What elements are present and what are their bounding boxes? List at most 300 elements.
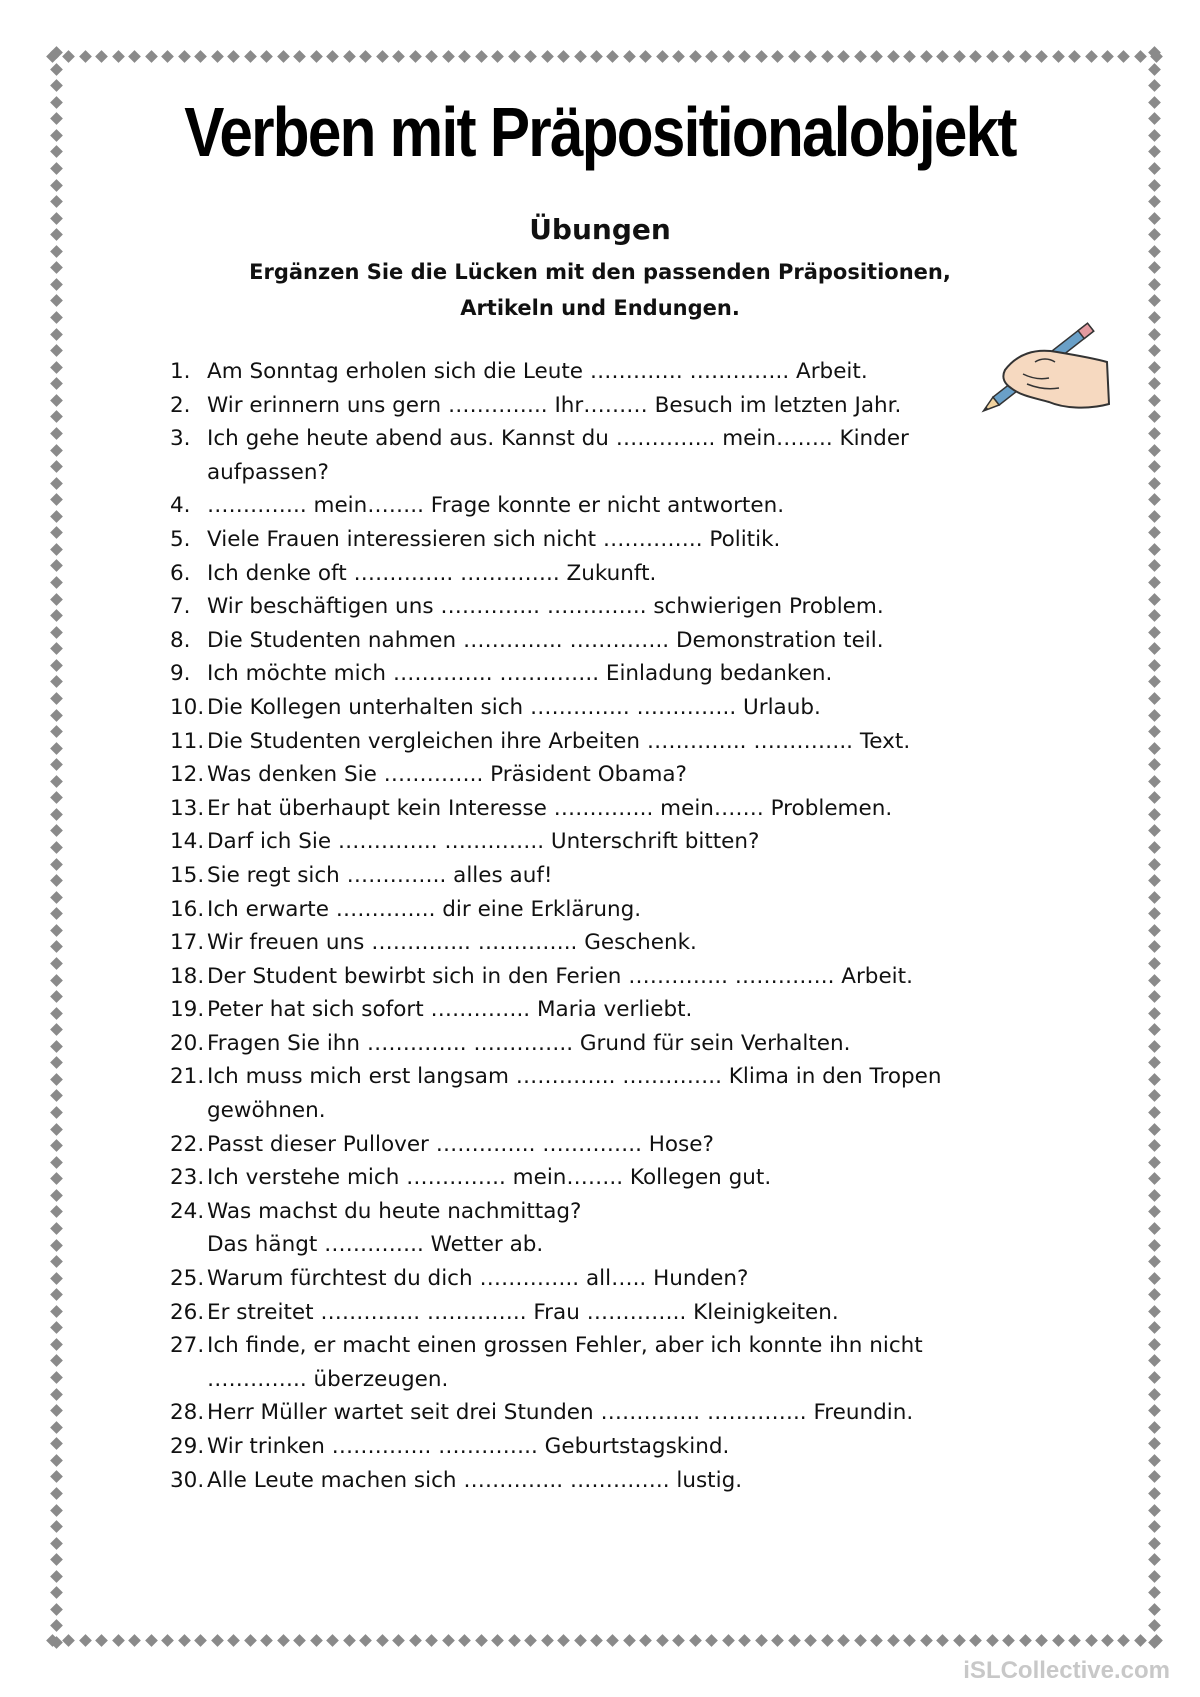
border-diamond: [557, 1634, 570, 1647]
exercise-text: Er hat überhaupt kein Interesse ………….. mein……. Problemen.: [207, 795, 893, 821]
exercise-item: [170, 893, 1030, 927]
exercise-item: [170, 1430, 1030, 1464]
border-diamond: [227, 1634, 240, 1647]
exercise-text: Ich muss mich erst langsam ………….. ………….. Klima in den Tropen: [207, 1064, 942, 1090]
border-diamond: [821, 1634, 834, 1647]
border-diamond: [50, 593, 63, 606]
exercise-number: 27.: [170, 1333, 205, 1359]
border-diamond: [1148, 808, 1161, 821]
border-diamond: [1148, 493, 1161, 506]
exercise-item: [170, 825, 1030, 859]
border-diamond: [277, 50, 290, 63]
exercise-number: 22.: [170, 1131, 205, 1157]
border-diamond: [277, 1634, 290, 1647]
exercise-item: [170, 1128, 1030, 1162]
border-diamond: [1148, 642, 1161, 655]
border-diamond: [755, 1634, 768, 1647]
border-diamond: [1148, 444, 1161, 457]
border-diamond: [574, 1634, 587, 1647]
border-diamond: [1148, 1603, 1161, 1616]
border-diamond: [1148, 1305, 1161, 1318]
exercise-text: Er streitet ………….. ………….. Frau ………….. Kleinigkeiten.: [207, 1299, 839, 1325]
border-diamond: [50, 543, 63, 556]
border-diamond: [50, 1172, 63, 1185]
border-diamond: [1148, 676, 1161, 689]
border-diamond: [1148, 1437, 1161, 1450]
border-diamond: [50, 924, 63, 937]
border-diamond: [1035, 50, 1048, 63]
border-diamond: [50, 1487, 63, 1500]
border-diamond: [837, 1634, 850, 1647]
section-subtitle: Übungen: [529, 213, 671, 246]
border-diamond: [50, 874, 63, 887]
border-diamond: [392, 1634, 405, 1647]
page-title: Verben mit Präpositionalobjekt: [184, 93, 1016, 171]
border-diamond: [623, 50, 636, 63]
border-diamond: [1148, 1255, 1161, 1268]
exercise-text: Der Student bewirbt sich in den Ferien ………….. ………….. Arbeit.: [207, 963, 913, 989]
border-diamond: [50, 1338, 63, 1351]
border-diamond: [50, 112, 63, 125]
instructions: [0, 254, 1200, 326]
border-diamond: [1148, 1321, 1161, 1334]
border-diamond: [1148, 692, 1161, 705]
border-diamond: [936, 50, 949, 63]
border-diamond: [1148, 1106, 1161, 1119]
exercise-text-continued: Das hängt ………….. Wetter ab.: [207, 1232, 544, 1258]
exercise-item: [170, 1329, 1030, 1396]
exercise-number: 18.: [170, 963, 205, 989]
border-diamond: [50, 808, 63, 821]
border-diamond: [112, 1634, 125, 1647]
border-diamond: [1148, 941, 1161, 954]
border-diamond: [1148, 825, 1161, 838]
instruction-line-2: Artikeln und Endungen.: [460, 296, 740, 320]
border-diamond: [771, 1634, 784, 1647]
border-diamond: [63, 50, 76, 63]
border-diamond: [1148, 1504, 1161, 1517]
border-diamond: [50, 1404, 63, 1417]
exercise-text-continued: aufpassen?: [207, 459, 329, 485]
border-diamond: [1148, 775, 1161, 788]
border-diamond: [1148, 1206, 1161, 1219]
border-diamond: [870, 50, 883, 63]
border-diamond: [50, 377, 63, 390]
border-diamond: [1148, 1007, 1161, 1020]
exercise-item: [170, 489, 1030, 523]
border-diamond: [50, 444, 63, 457]
border-diamond: [1148, 841, 1161, 854]
exercise-item: [170, 758, 1030, 792]
border-diamond: [1148, 1421, 1161, 1434]
border-diamond: [50, 1023, 63, 1036]
border-diamond: [50, 1603, 63, 1616]
border-diamond: [211, 1634, 224, 1647]
border-diamond: [1101, 1634, 1114, 1647]
border-diamond: [1148, 146, 1161, 159]
border-diamond: [145, 50, 158, 63]
exercise-text: Ich gehe heute abend aus. Kannst du ………….. mein…….. Kinder: [207, 426, 909, 452]
border-diamond: [936, 1634, 949, 1647]
border-diamond: [425, 1634, 438, 1647]
border-diamond: [50, 46, 63, 59]
border-diamond: [458, 1634, 471, 1647]
border-diamond: [1148, 1222, 1161, 1235]
border-diamond: [1148, 791, 1161, 804]
border-diamond: [50, 79, 63, 92]
border-diamond: [244, 50, 257, 63]
border-diamond: [50, 1255, 63, 1268]
border-diamond: [1118, 1634, 1131, 1647]
exercise-number: 24.: [170, 1198, 205, 1224]
border-diamond: [1148, 1620, 1161, 1633]
exercise-text: Wir erinnern uns gern ………….. Ihr……… Besuch im letzten Jahr.: [207, 392, 902, 418]
border-diamond: [1148, 626, 1161, 639]
border-diamond: [1148, 162, 1161, 175]
exercise-text: Die Kollegen unterhalten sich ………….. ………….. Urlaub.: [207, 694, 821, 720]
border-diamond: [1148, 112, 1161, 125]
border-diamond: [50, 1040, 63, 1053]
border-diamond: [50, 1520, 63, 1533]
border-diamond: [50, 1570, 63, 1583]
border-diamond: [343, 1634, 356, 1647]
border-diamond: [392, 50, 405, 63]
border-diamond: [1085, 1634, 1098, 1647]
border-diamond: [673, 1634, 686, 1647]
border-diamond: [1148, 1520, 1161, 1533]
border-diamond: [771, 50, 784, 63]
exercise-number: 8.: [170, 627, 191, 653]
border-diamond: [887, 1634, 900, 1647]
border-diamond: [442, 1634, 455, 1647]
border-diamond: [1148, 394, 1161, 407]
border-diamond: [178, 1634, 191, 1647]
border-diamond: [50, 1073, 63, 1086]
border-diamond: [50, 1206, 63, 1219]
border-diamond: [722, 1634, 735, 1647]
border-diamond: [359, 1634, 372, 1647]
border-diamond: [50, 1189, 63, 1202]
border-diamond: [1148, 361, 1161, 374]
border-diamond: [887, 50, 900, 63]
border-diamond: [590, 50, 603, 63]
border-diamond: [1148, 924, 1161, 937]
border-diamond: [50, 775, 63, 788]
border-diamond: [50, 1222, 63, 1235]
border-diamond: [1148, 1371, 1161, 1384]
border-diamond: [706, 1634, 719, 1647]
exercise-text: Ich denke oft ………….. ………….. Zukunft.: [207, 560, 657, 586]
border-diamond: [738, 50, 751, 63]
exercise-number: 20.: [170, 1030, 205, 1056]
exercise-number: 5.: [170, 526, 191, 552]
border-diamond: [1148, 1073, 1161, 1086]
border-diamond: [1134, 1634, 1147, 1647]
border-diamond: [50, 725, 63, 738]
border-diamond: [50, 411, 63, 424]
border-diamond: [1148, 377, 1161, 390]
border-diamond: [50, 758, 63, 771]
exercise-number: 9.: [170, 661, 191, 687]
border-diamond: [1148, 460, 1161, 473]
border-diamond: [1148, 1123, 1161, 1136]
border-diamond: [50, 1388, 63, 1401]
border-diamond: [50, 676, 63, 689]
border-diamond: [1148, 576, 1161, 589]
border-diamond: [50, 1106, 63, 1119]
exercise-item: [170, 657, 1030, 691]
border-diamond: [50, 1471, 63, 1484]
border-diamond: [50, 642, 63, 655]
exercise-number: 16.: [170, 896, 205, 922]
exercise-number: 1.: [170, 359, 191, 384]
border-diamond: [178, 50, 191, 63]
border-diamond: [788, 50, 801, 63]
border-bottom: [48, 1632, 1162, 1648]
exercise-number: 13.: [170, 795, 205, 821]
border-diamond: [1148, 427, 1161, 440]
border-diamond: [50, 1123, 63, 1136]
exercise-number: 17.: [170, 930, 205, 956]
border-diamond: [1148, 510, 1161, 523]
border-diamond: [656, 1634, 669, 1647]
border-diamond: [50, 96, 63, 109]
border-diamond: [50, 1090, 63, 1103]
border-diamond: [1148, 179, 1161, 192]
border-diamond: [1148, 560, 1161, 573]
border-diamond: [50, 560, 63, 573]
border-diamond: [524, 1634, 537, 1647]
border-diamond: [969, 50, 982, 63]
border-diamond: [491, 50, 504, 63]
border-diamond: [1068, 1634, 1081, 1647]
border-diamond: [1148, 526, 1161, 539]
exercise-item: [170, 926, 1030, 960]
exercise-number: 7.: [170, 594, 191, 620]
border-diamond: [689, 1634, 702, 1647]
border-diamond: [1052, 1634, 1065, 1647]
border-diamond: [211, 50, 224, 63]
border-diamond: [920, 1634, 933, 1647]
border-diamond: [1148, 1189, 1161, 1202]
border-diamond: [244, 1634, 257, 1647]
border-diamond: [1148, 907, 1161, 920]
border-diamond: [607, 1634, 620, 1647]
border-diamond: [409, 50, 422, 63]
border-diamond: [50, 195, 63, 208]
border-diamond: [50, 1504, 63, 1517]
exercise-number: 6.: [170, 560, 191, 586]
border-diamond: [1068, 50, 1081, 63]
border-diamond: [50, 941, 63, 954]
border-diamond: [194, 1634, 207, 1647]
instruction-line-1: Ergänzen Sie die Lücken mit den passenden Präpositionen,: [249, 260, 951, 284]
border-diamond: [50, 1537, 63, 1550]
exercise-text: Sie regt sich ………….. alles auf!: [207, 862, 553, 888]
border-diamond: [1148, 1553, 1161, 1566]
border-diamond: [541, 50, 554, 63]
border-diamond: [1148, 1636, 1161, 1649]
exercise-number: 12.: [170, 762, 205, 788]
exercise-text: Passt dieser Pullover ………….. ………….. Hose?: [207, 1131, 714, 1157]
exercise-item: [170, 960, 1030, 994]
border-diamond: [50, 1056, 63, 1069]
border-diamond: [903, 1634, 916, 1647]
border-diamond: [293, 1634, 306, 1647]
border-diamond: [50, 460, 63, 473]
border-diamond: [50, 692, 63, 705]
exercise-item: [170, 1262, 1030, 1296]
border-diamond: [953, 50, 966, 63]
border-diamond: [1148, 1338, 1161, 1351]
border-diamond: [837, 50, 850, 63]
border-diamond: [50, 709, 63, 722]
exercise-text: Ich verstehe mich ………….. mein…….. Kollegen gut.: [207, 1165, 772, 1191]
border-diamond: [1148, 1487, 1161, 1500]
exercise-item: [170, 523, 1030, 557]
border-diamond: [50, 361, 63, 374]
exercise-text: Warum fürchtest du dich ………….. all….. Hunden?: [207, 1266, 749, 1292]
watermark: iSLCollective.com: [963, 1657, 1170, 1684]
border-diamond: [50, 841, 63, 854]
exercise-text-continued: ………….. überzeugen.: [207, 1366, 449, 1392]
border-diamond: [359, 50, 372, 63]
border-diamond: [1148, 129, 1161, 142]
border-diamond: [1148, 195, 1161, 208]
border-diamond: [50, 477, 63, 490]
exercise-item: [170, 1396, 1030, 1430]
border-diamond: [1148, 477, 1161, 490]
border-diamond: [129, 50, 142, 63]
border-diamond: [50, 626, 63, 639]
border-diamond: [541, 1634, 554, 1647]
border-diamond: [1002, 1634, 1015, 1647]
border-diamond: [920, 50, 933, 63]
border-diamond: [145, 1634, 158, 1647]
border-diamond: [50, 1553, 63, 1566]
border-top: [48, 48, 1162, 64]
border-diamond: [458, 50, 471, 63]
border-diamond: [1019, 50, 1032, 63]
exercise-text: Darf ich Sie ………….. ………….. Unterschrift bitten?: [207, 829, 760, 855]
exercise-item: [170, 993, 1030, 1027]
border-diamond: [722, 50, 735, 63]
border-diamond: [1148, 1056, 1161, 1069]
exercise-text: Ich möchte mich ………….. ………….. Einladung bedanken.: [207, 661, 833, 687]
border-diamond: [1148, 858, 1161, 871]
border-diamond: [50, 1156, 63, 1169]
border-diamond: [1148, 1454, 1161, 1467]
exercise-item: [170, 1464, 1030, 1498]
border-diamond: [50, 344, 63, 357]
exercise-text-continued: gewöhnen.: [207, 1098, 326, 1124]
border-diamond: [804, 1634, 817, 1647]
border-diamond: [1148, 1404, 1161, 1417]
border-diamond: [706, 50, 719, 63]
border-diamond: [50, 129, 63, 142]
border-diamond: [1148, 1586, 1161, 1599]
border-diamond: [903, 50, 916, 63]
border-diamond: [623, 1634, 636, 1647]
border-diamond: [969, 1634, 982, 1647]
exercise-number: 2.: [170, 392, 191, 418]
border-diamond: [442, 50, 455, 63]
exercise-number: 30.: [170, 1467, 205, 1493]
border-diamond: [1148, 974, 1161, 987]
exercise-text: Was denken Sie ………….. Präsident Obama?: [207, 762, 687, 788]
exercise-text: Wir trinken ………….. ………….. Geburtstagskind.: [207, 1434, 730, 1459]
border-diamond: [1148, 957, 1161, 970]
border-diamond: [1118, 50, 1131, 63]
border-diamond: [50, 526, 63, 539]
border-diamond: [50, 328, 63, 341]
border-diamond: [1148, 1023, 1161, 1036]
exercise-item: [170, 1195, 1030, 1262]
exercise-number: 19.: [170, 997, 205, 1023]
border-diamond: [50, 576, 63, 589]
border-diamond: [50, 1371, 63, 1384]
border-diamond: [50, 791, 63, 804]
border-diamond: [1148, 1139, 1161, 1152]
border-diamond: [1052, 50, 1065, 63]
border-diamond: [50, 609, 63, 622]
border-diamond: [656, 50, 669, 63]
exercise-item: [170, 590, 1030, 624]
border-diamond: [1148, 659, 1161, 672]
border-diamond: [310, 50, 323, 63]
border-diamond: [1148, 1239, 1161, 1252]
border-diamond: [821, 50, 834, 63]
border-diamond: [1035, 1634, 1048, 1647]
exercise-number: 4.: [170, 493, 191, 519]
exercise-text: Peter hat sich sofort ………….. Maria verliebt.: [207, 997, 693, 1023]
border-diamond: [260, 50, 273, 63]
exercise-text: Die Studenten nahmen ………….. ………….. Demonstration teil.: [207, 627, 884, 653]
exercise-text: Fragen Sie ihn ………….. ………….. Grund für sein Verhalten.: [207, 1030, 851, 1056]
exercise-number: 28.: [170, 1400, 205, 1426]
exercise-number: 23.: [170, 1165, 205, 1191]
border-diamond: [590, 1634, 603, 1647]
border-diamond: [1148, 874, 1161, 887]
border-diamond: [50, 891, 63, 904]
border-diamond: [1148, 1040, 1161, 1053]
border-diamond: [50, 1139, 63, 1152]
border-diamond: [788, 1634, 801, 1647]
border-diamond: [50, 742, 63, 755]
border-diamond: [1148, 709, 1161, 722]
border-diamond: [1148, 46, 1161, 59]
border-diamond: [804, 50, 817, 63]
border-diamond: [50, 1321, 63, 1334]
border-diamond: [986, 1634, 999, 1647]
border-diamond: [50, 162, 63, 175]
border-diamond: [1148, 758, 1161, 771]
exercise-text: Was machst du heute nachmittag?: [207, 1198, 582, 1224]
exercise-number: 25.: [170, 1266, 205, 1292]
border-diamond: [50, 1454, 63, 1467]
border-diamond: [50, 1355, 63, 1368]
exercise-item: [170, 624, 1030, 658]
border-diamond: [112, 50, 125, 63]
border-diamond: [50, 1305, 63, 1318]
border-diamond: [475, 50, 488, 63]
border-diamond: [1148, 1537, 1161, 1550]
border-diamond: [557, 50, 570, 63]
exercise-text: Viele Frauen interessieren sich nicht ………….. Politik.: [207, 526, 781, 552]
border-diamond: [50, 179, 63, 192]
border-diamond: [1148, 1471, 1161, 1484]
border-diamond: [425, 50, 438, 63]
